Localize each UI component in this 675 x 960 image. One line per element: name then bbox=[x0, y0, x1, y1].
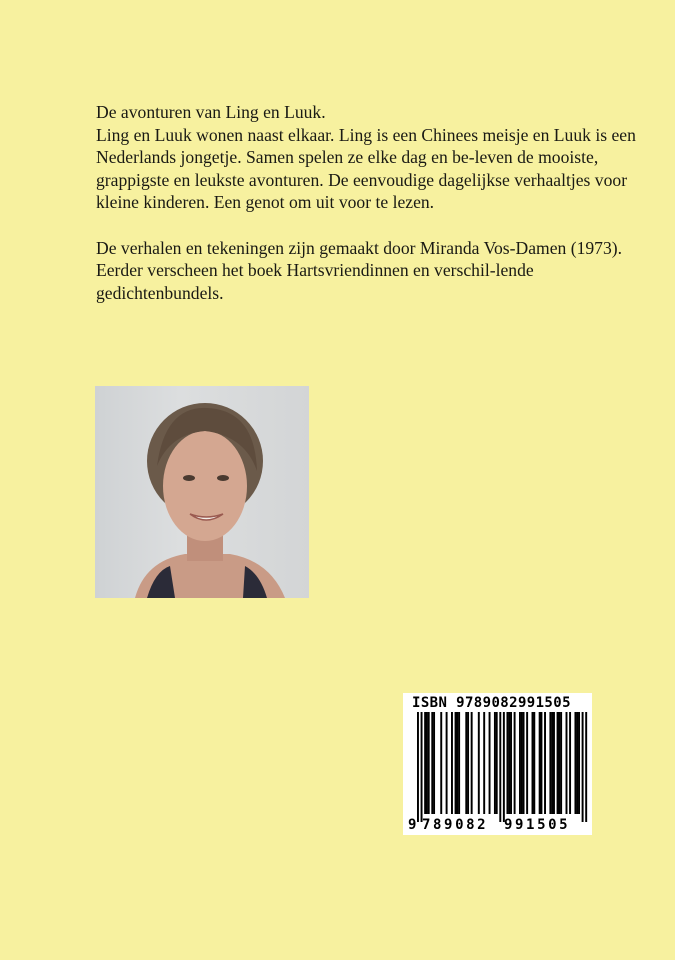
barcode-bar bbox=[540, 712, 542, 814]
barcode-bar bbox=[532, 712, 534, 814]
barcode-bar bbox=[489, 712, 491, 814]
author-photo bbox=[95, 386, 309, 598]
barcode-bar bbox=[566, 712, 568, 814]
barcode-bar bbox=[569, 712, 571, 814]
barcode-bar bbox=[557, 712, 559, 814]
barcode-bar bbox=[539, 712, 541, 814]
barcode-bar bbox=[424, 712, 426, 814]
barcode-digits-left: 789082 bbox=[422, 817, 489, 833]
barcode-bar bbox=[428, 712, 430, 814]
barcode-bar bbox=[446, 712, 448, 814]
barcode-bar bbox=[576, 712, 578, 814]
barcode-bar bbox=[553, 712, 555, 814]
barcode-bar bbox=[578, 712, 580, 814]
barcode-bar bbox=[471, 712, 473, 814]
barcode-bar bbox=[483, 712, 485, 814]
barcode-bar bbox=[523, 712, 525, 814]
barcode-bar bbox=[519, 712, 521, 814]
back-cover-blurb bbox=[96, 101, 641, 304]
barcode-bars bbox=[403, 693, 592, 835]
barcode-bar bbox=[431, 712, 433, 814]
barcode-bar bbox=[417, 712, 419, 822]
barcode-bar bbox=[526, 712, 528, 814]
barcode-bar bbox=[510, 712, 512, 814]
barcode-bar bbox=[544, 712, 546, 814]
barcode-bar bbox=[456, 712, 458, 814]
barcode-bar bbox=[503, 712, 505, 822]
barcode-bar bbox=[496, 712, 498, 814]
barcode-bar bbox=[426, 712, 428, 814]
barcode-bar bbox=[494, 712, 496, 814]
barcode-bar bbox=[549, 712, 551, 814]
barcode-bar bbox=[455, 712, 457, 814]
barcode-bar bbox=[560, 712, 562, 814]
barcode-bar bbox=[478, 712, 480, 814]
author-bio: De verhalen en tekeningen zijn gemaakt door Miranda Vos-Damen (1973). Eerder verscheen het boek Hartsvriendinnen en verschil-lende gedichtenbundels. bbox=[96, 237, 623, 303]
barcode-bar bbox=[558, 712, 560, 814]
barcode-bar bbox=[551, 712, 553, 814]
barcode-bar bbox=[585, 712, 587, 822]
barcode-bar bbox=[506, 712, 508, 814]
isbn-label: ISBN 9789082991505 bbox=[412, 695, 571, 711]
isbn-barcode bbox=[403, 693, 592, 835]
barcode-bar bbox=[533, 712, 535, 814]
barcode-bar bbox=[521, 712, 523, 814]
barcode-bar bbox=[499, 712, 501, 822]
barcode-bar bbox=[574, 712, 576, 814]
blurb-paragraph-1: Ling en Luuk wonen naast elkaar. Ling is een Chinees meisje en Luuk is een Nederlands jongetje. Samen spelen ze elke dag en be-leven de mooiste, grappigste en leukste avonturen. De eenvoudige dagelijkse verhaaltjes voor kleine kinderen. Een genot om uit voor te lezen. bbox=[96, 124, 636, 213]
barcode-bar bbox=[465, 712, 467, 814]
barcode-bar bbox=[508, 712, 510, 814]
barcode-bar bbox=[582, 712, 584, 822]
barcode-bar bbox=[458, 712, 460, 814]
barcode-bar bbox=[514, 712, 516, 814]
barcode-bar bbox=[440, 712, 442, 814]
barcode-bar bbox=[467, 712, 469, 814]
barcode-bar bbox=[421, 712, 423, 822]
barcode-bar bbox=[451, 712, 453, 814]
barcode-bar bbox=[433, 712, 435, 814]
blurb-title: De avonturen van Ling en Luuk. bbox=[96, 102, 326, 122]
barcode-digits-right: 991505 bbox=[504, 817, 571, 833]
barcode-digit-first: 9 bbox=[408, 817, 420, 833]
